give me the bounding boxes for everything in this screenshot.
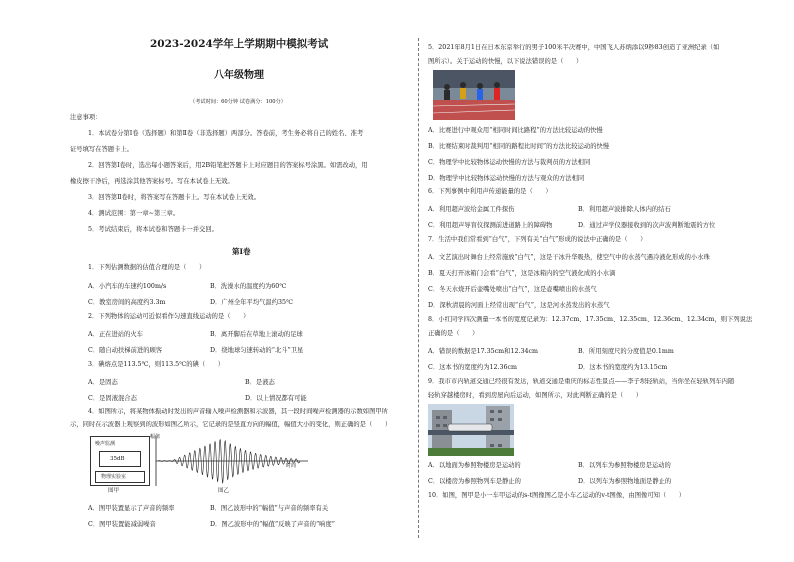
q3-option-d[interactable]: D．以上情况都有可能 [245,395,307,402]
q3-option-c[interactable]: C．是固液混合态 [88,395,137,402]
figure-label-right: 图乙 [218,488,230,494]
q9-option-d[interactable]: D．以列车为参照物地面是静止的 [578,478,672,485]
q8-option-a[interactable]: A．错误的数据是17.35cm和12.34cm [428,348,538,355]
notes-item: 2．回答第Ⅰ卷时，选出每小题答案后，用2B铅笔把答题卡上对应题目的答案标号涂黑。如需改动，用 [88,162,368,169]
q6-option-c[interactable]: C．利用超声导盲仪探测前进道路上的障碍物 [428,222,553,229]
q2-stem: 2．下列物体的运动可近似看作匀速直线运动的是（ ） [88,313,250,320]
figure-label-left: 图甲 [108,488,120,494]
q8-option-b[interactable]: B．所用刻度尺的分度值是0.1mm [578,348,674,355]
noise-monitor-display [99,451,141,467]
q9-stem-line1: 9．我市市内轨道交通已经很有发达，轨道交通是重庆的标志性景点——李子坝轻轨站，当你坐在轻轨列车内随 [428,378,735,385]
exam-meta: （考试时间：60分钟 试卷满分：100分） [190,99,286,105]
q8-stem-line1: 8．小红同学四次测量一本书的宽度记录为：12.37cm、17.35cm、12.35cm、12.36cm、12.34cm，则下列说法 [428,316,753,323]
sprint-photo [433,70,515,120]
q8-option-d[interactable]: D．这本书的宽度约为13.15cm [578,364,668,371]
noise-monitor-base [95,471,145,483]
q6-stem: 6．下列事例中利用声传递能量的是（ ） [428,188,552,195]
q7-option-d[interactable]: D．深秋清晨的河面上经常出现“白气”，这是河水蒸发出的水蒸气 [428,302,610,309]
q5-stem-line2: 图所示）。关于运动的快慢，以下说法错误的是（ ） [428,58,583,65]
q3-option-a[interactable]: A．是固态 [88,379,118,386]
q2-option-a[interactable]: A．正在进站的火车 [88,331,143,338]
q3-option-b[interactable]: B．是液态 [245,379,275,386]
q9-option-c[interactable]: C．以楼房为参照物列车是静止的 [428,478,521,485]
notes-item: 4．测试范围：第一章~第三章。 [88,210,180,217]
exam-subject: 八年级物理 [214,70,264,81]
q4-option-c[interactable]: C．图甲装置能减弱噪音 [88,521,156,528]
q2-option-d[interactable]: D．绕地球匀速转动的“北斗”卫星 [210,347,304,354]
q4-stem-line1: 4．如图所示，将某物体振动时发出的声音输入噪声检测器和示波器，其一段时间噪声检测器的示数如图甲所 [88,408,388,415]
q9-option-a[interactable]: A．以地面为参照物楼房是运动的 [428,462,521,469]
q9-option-b[interactable]: B．以列车为参照物楼房是运动的 [578,462,671,469]
noise-monitor-label: 噪声监测 [95,441,116,447]
section-title: 第Ⅰ卷 [232,247,251,256]
q1-option-c[interactable]: C．教室房间的高度约3.3m [88,299,166,306]
notes-item: 橡皮擦干净后，再选涂其他答案标号。写在本试卷上无效。 [70,178,234,185]
q6-option-d[interactable]: D．通过声学仪器接收到的次声波判断地震的方位 [578,222,716,229]
noise-monitor-value: 35dB [110,456,125,462]
notes-item: 5．考试结束后，将本试卷和答题卡一并交回。 [88,226,218,233]
q5-option-d[interactable]: D．物理学中比较物体运动快慢的方法与观众的方法相同 [428,175,585,182]
q4-option-b[interactable]: B．图乙波形中的“幅值”与声音的频率有关 [210,505,329,512]
q7-stem: 7．生活中我们常看到“白气”，下列有关“白气”形成的说法中正确的是（ ） [428,236,647,243]
notes-item: 3．回答第Ⅱ卷时，将答案写在答题卡上。写在本试卷上无效。 [88,194,261,201]
q6-option-b[interactable]: B．利用超声波排除人体内的结石 [578,206,671,213]
axis-label-x: 时间 [286,463,297,469]
q4-option-a[interactable]: A．图甲装置显示了声音的频率 [88,505,175,512]
q7-option-a[interactable]: A．文艺演出时舞台上经常施放“白气”，这是干冰升华吸热，使空气中的水蒸气遇冷液化形成的小水珠 [428,254,710,261]
q7-option-b[interactable]: B．夏天打开冰箱门会看“白气”，这是冰箱内的空气液化成的小水滴 [428,270,616,277]
q9-stem-line2: 轻轨穿越楼房时，看到房屋向后运动，如图所示，对此判断正确的是（ ） [428,392,643,399]
q7-option-c[interactable]: C．冬天水烧开后壶嘴处喷出“白气”，这是壶嘴喷出的水蒸气 [428,286,597,293]
axis-label-y: 幅值 [150,434,161,440]
notes-heading: 注意事项： [70,114,102,121]
q10-stem: 10．如图，图甲是小一车甲运动的s-t图像图乙是小车乙运动的v-t图像，由图像可知（ ） [428,492,686,499]
q5-option-b[interactable]: B．比赛结束时裁判用“相同的路程比时间”的方法比较运动的快慢 [428,143,610,150]
q8-option-c[interactable]: C．这本书的宽度约为12.36cm [428,364,518,371]
q1-option-a[interactable]: A．小汽车的车速约100m/s [88,283,167,290]
notes-item: 证号填写在答题卡上。 [70,146,133,153]
q1-option-d[interactable]: D．广州全年平均气温约35℃ [210,299,294,306]
noise-monitor-figure [90,436,150,486]
noise-monitor-sub: 物理实验室 [101,474,127,480]
q4-stem-line2: 示，同时在示波器上观察到的波形如图乙所示，它记录的是竖直方向的幅值，幅值大小的变化，则正确的是（ ） [70,421,392,428]
column-divider [418,38,419,538]
q5-stem-line1: 5．2021年8月1日在日本东京举行的男子100米半决赛中，中国飞人苏炳添以9秒83创造了亚洲纪录（如 [428,44,720,51]
q1-option-b[interactable]: B．洗澡水的温度约为60℃ [210,283,287,290]
q6-option-a[interactable]: A．利用超声波给金属工件探伤 [428,206,515,213]
q3-stem: 3．碘熔点是113.5℃，则113.5℃的碘（ ） [88,361,225,368]
q2-option-b[interactable]: B．离开脚后在草地上滚动的足球 [210,331,303,338]
q5-option-a[interactable]: A．比赛进行中观众用“相同时间比路程”的方法比较运动的快慢 [428,127,603,134]
q2-option-c[interactable]: C．随自动扶梯前进的顾客 [88,347,163,354]
q4-option-d[interactable]: D．图乙波形中的“幅值”反映了声音的“响度” [210,521,335,528]
q5-option-c[interactable]: C．物理学中比较物体运动快慢的方法与裁判员的方法相同 [428,159,591,166]
q8-stem-line2: 正确的是（ ） [428,330,479,337]
light-rail-photo [428,404,514,456]
exam-title: 2023-2024学年上学期期中模拟考试 [150,38,329,50]
q1-stem: 1．下列估测数据的估值合理的是（ ） [88,264,206,271]
notes-item: 1．本试卷分第Ⅰ卷（选择题）和第Ⅱ卷（非选择题）两部分。答卷前，考生务必将自己的姓名、准考 [88,130,364,137]
